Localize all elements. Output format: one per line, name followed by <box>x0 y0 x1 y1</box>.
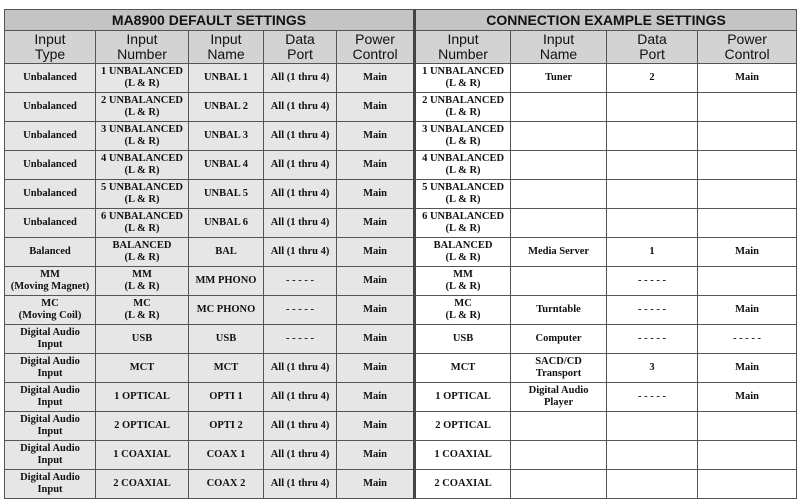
example-input-number-cell: 1 UNBALANCED (L & R) <box>415 64 511 93</box>
input-number-cell: 6 UNBALANCED (L & R) <box>96 209 189 238</box>
example-power-control-cell: Main <box>698 64 797 93</box>
input-name-cell: OPTI 2 <box>189 412 264 441</box>
power-control-cell: Main <box>337 209 415 238</box>
input-number-cell: BALANCED (L & R) <box>96 238 189 267</box>
power-control-cell: Main <box>337 122 415 151</box>
input-number-cell: 1 UNBALANCED (L & R) <box>96 64 189 93</box>
example-power-control-cell <box>698 180 797 209</box>
example-power-control-cell: Main <box>698 296 797 325</box>
example-input-number-cell: 2 COAXIAL <box>415 470 511 499</box>
example-power-control-cell <box>698 441 797 470</box>
example-input-name-cell <box>511 151 607 180</box>
table-row <box>5 383 797 412</box>
input-type-cell: Unbalanced <box>5 122 96 151</box>
table-row <box>5 441 797 470</box>
power-control-cell: Main <box>337 412 415 441</box>
example-data-port-cell <box>607 180 698 209</box>
table-row <box>5 325 797 354</box>
table-row <box>5 180 797 209</box>
example-power-control-cell: Main <box>698 238 797 267</box>
example-data-port-cell: - - - - - <box>607 296 698 325</box>
power-control-cell: Main <box>337 354 415 383</box>
example-power-control-cell <box>698 122 797 151</box>
power-control-cell: Main <box>337 441 415 470</box>
example-data-port-cell <box>607 93 698 122</box>
input-type-cell: Digital Audio Input <box>5 441 96 470</box>
power-control-cell: Main <box>337 151 415 180</box>
example-input-number-cell: 6 UNBALANCED (L & R) <box>415 209 511 238</box>
table-row <box>5 354 797 383</box>
input-name-cell: USB <box>189 325 264 354</box>
example-input-name-cell <box>511 122 607 151</box>
power-control-cell: Main <box>337 325 415 354</box>
example-power-control-cell <box>698 93 797 122</box>
example-power-control-cell <box>698 267 797 296</box>
example-input-name-cell: Media Server <box>511 238 607 267</box>
example-power-control-cell <box>698 470 797 499</box>
example-input-name-cell <box>511 209 607 238</box>
settings-table-body <box>5 64 797 499</box>
example-data-port-cell <box>607 122 698 151</box>
example-input-number-cell: 3 UNBALANCED (L & R) <box>415 122 511 151</box>
input-type-cell: Digital Audio Input <box>5 412 96 441</box>
example-input-number-cell: 2 UNBALANCED (L & R) <box>415 93 511 122</box>
input-name-cell: MCT <box>189 354 264 383</box>
power-control-cell: Main <box>337 383 415 412</box>
example-input-number-cell: 4 UNBALANCED (L & R) <box>415 151 511 180</box>
example-data-port-cell <box>607 209 698 238</box>
data-port-cell: All (1 thru 4) <box>264 412 337 441</box>
col-header-example-input-name: Input Name <box>511 31 607 64</box>
input-number-cell: 2 OPTICAL <box>96 412 189 441</box>
input-name-cell: OPTI 1 <box>189 383 264 412</box>
input-type-cell: Unbalanced <box>5 93 96 122</box>
example-input-number-cell: MC (L & R) <box>415 296 511 325</box>
input-name-cell: UNBAL 5 <box>189 180 264 209</box>
example-input-number-cell: 5 UNBALANCED (L & R) <box>415 180 511 209</box>
power-control-cell: Main <box>337 470 415 499</box>
example-data-port-cell: 1 <box>607 238 698 267</box>
example-input-number-cell: 1 COAXIAL <box>415 441 511 470</box>
data-port-cell: - - - - - <box>264 296 337 325</box>
input-number-cell: 1 COAXIAL <box>96 441 189 470</box>
input-number-cell: MM (L & R) <box>96 267 189 296</box>
input-name-cell: MC PHONO <box>189 296 264 325</box>
example-data-port-cell <box>607 441 698 470</box>
data-port-cell: All (1 thru 4) <box>264 209 337 238</box>
table-row <box>5 267 797 296</box>
input-number-cell: MCT <box>96 354 189 383</box>
input-type-cell: Unbalanced <box>5 180 96 209</box>
input-name-cell: BAL <box>189 238 264 267</box>
col-header-example-input-number: Input Number <box>415 31 511 64</box>
table-row <box>5 296 797 325</box>
example-power-control-cell <box>698 151 797 180</box>
power-control-cell: Main <box>337 238 415 267</box>
example-input-name-cell <box>511 267 607 296</box>
data-port-cell: All (1 thru 4) <box>264 441 337 470</box>
section-header-row <box>5 10 797 31</box>
data-port-cell: All (1 thru 4) <box>264 64 337 93</box>
input-number-cell: MC (L & R) <box>96 296 189 325</box>
input-name-cell: UNBAL 6 <box>189 209 264 238</box>
example-input-name-cell: Digital Audio Player <box>511 383 607 412</box>
input-type-cell: Digital Audio Input <box>5 354 96 383</box>
input-type-cell: MC (Moving Coil) <box>5 296 96 325</box>
data-port-cell: All (1 thru 4) <box>264 238 337 267</box>
input-number-cell: 2 COAXIAL <box>96 470 189 499</box>
data-port-cell: All (1 thru 4) <box>264 151 337 180</box>
input-type-cell: Digital Audio Input <box>5 383 96 412</box>
power-control-cell: Main <box>337 267 415 296</box>
example-input-name-cell <box>511 470 607 499</box>
col-header-input-name: Input Name <box>189 31 264 64</box>
input-number-cell: 2 UNBALANCED (L & R) <box>96 93 189 122</box>
data-port-cell: - - - - - <box>264 267 337 296</box>
table-row <box>5 151 797 180</box>
example-power-control-cell <box>698 209 797 238</box>
example-input-number-cell: 1 OPTICAL <box>415 383 511 412</box>
example-input-name-cell: SACD/CD Transport <box>511 354 607 383</box>
example-input-name-cell <box>511 180 607 209</box>
input-number-cell: 4 UNBALANCED (L & R) <box>96 151 189 180</box>
data-port-cell: All (1 thru 4) <box>264 470 337 499</box>
example-data-port-cell <box>607 151 698 180</box>
input-name-cell: COAX 1 <box>189 441 264 470</box>
example-settings-title: CONNECTION EXAMPLE SETTINGS <box>415 10 797 31</box>
data-port-cell: All (1 thru 4) <box>264 93 337 122</box>
example-input-number-cell: USB <box>415 325 511 354</box>
table-row <box>5 412 797 441</box>
example-data-port-cell: - - - - - <box>607 383 698 412</box>
example-input-number-cell: BALANCED (L & R) <box>415 238 511 267</box>
table-row <box>5 122 797 151</box>
input-type-cell: MM (Moving Magnet) <box>5 267 96 296</box>
example-input-name-cell: Turntable <box>511 296 607 325</box>
example-input-name-cell <box>511 412 607 441</box>
input-type-cell: Digital Audio Input <box>5 325 96 354</box>
example-input-name-cell: Computer <box>511 325 607 354</box>
example-power-control-cell: Main <box>698 354 797 383</box>
col-header-example-data-port: Data Port <box>607 31 698 64</box>
col-header-power-control: Power Control <box>337 31 415 64</box>
input-type-cell: Unbalanced <box>5 209 96 238</box>
input-name-cell: COAX 2 <box>189 470 264 499</box>
col-header-data-port: Data Port <box>264 31 337 64</box>
example-input-name-cell: Tuner <box>511 64 607 93</box>
example-data-port-cell <box>607 412 698 441</box>
input-name-cell: UNBAL 4 <box>189 151 264 180</box>
data-port-cell: All (1 thru 4) <box>264 354 337 383</box>
col-header-input-type: Input Type <box>5 31 96 64</box>
data-port-cell: All (1 thru 4) <box>264 383 337 412</box>
input-type-cell: Digital Audio Input <box>5 470 96 499</box>
table-row <box>5 209 797 238</box>
example-power-control-cell <box>698 412 797 441</box>
example-power-control-cell: - - - - - <box>698 325 797 354</box>
input-number-cell: 5 UNBALANCED (L & R) <box>96 180 189 209</box>
input-type-cell: Unbalanced <box>5 64 96 93</box>
power-control-cell: Main <box>337 180 415 209</box>
input-number-cell: USB <box>96 325 189 354</box>
table-row <box>5 470 797 499</box>
example-input-number-cell: 2 OPTICAL <box>415 412 511 441</box>
example-input-name-cell <box>511 93 607 122</box>
data-port-cell: All (1 thru 4) <box>264 180 337 209</box>
example-input-name-cell <box>511 441 607 470</box>
column-header-row <box>5 31 797 64</box>
settings-table <box>4 9 797 499</box>
table-row <box>5 238 797 267</box>
power-control-cell: Main <box>337 296 415 325</box>
col-header-example-power-control: Power Control <box>698 31 797 64</box>
input-name-cell: MM PHONO <box>189 267 264 296</box>
data-port-cell: All (1 thru 4) <box>264 122 337 151</box>
input-name-cell: UNBAL 3 <box>189 122 264 151</box>
example-input-number-cell: MM (L & R) <box>415 267 511 296</box>
input-name-cell: UNBAL 2 <box>189 93 264 122</box>
example-data-port-cell: 2 <box>607 64 698 93</box>
input-number-cell: 3 UNBALANCED (L & R) <box>96 122 189 151</box>
data-port-cell: - - - - - <box>264 325 337 354</box>
input-type-cell: Balanced <box>5 238 96 267</box>
table-row <box>5 93 797 122</box>
input-type-cell: Unbalanced <box>5 151 96 180</box>
example-power-control-cell: Main <box>698 383 797 412</box>
example-data-port-cell: - - - - - <box>607 267 698 296</box>
table-row <box>5 64 797 93</box>
input-name-cell: UNBAL 1 <box>189 64 264 93</box>
power-control-cell: Main <box>337 93 415 122</box>
example-data-port-cell: 3 <box>607 354 698 383</box>
example-input-number-cell: MCT <box>415 354 511 383</box>
input-number-cell: 1 OPTICAL <box>96 383 189 412</box>
example-data-port-cell <box>607 470 698 499</box>
power-control-cell: Main <box>337 64 415 93</box>
default-settings-title: MA8900 DEFAULT SETTINGS <box>5 10 415 31</box>
example-data-port-cell: - - - - - <box>607 325 698 354</box>
col-header-input-number: Input Number <box>96 31 189 64</box>
